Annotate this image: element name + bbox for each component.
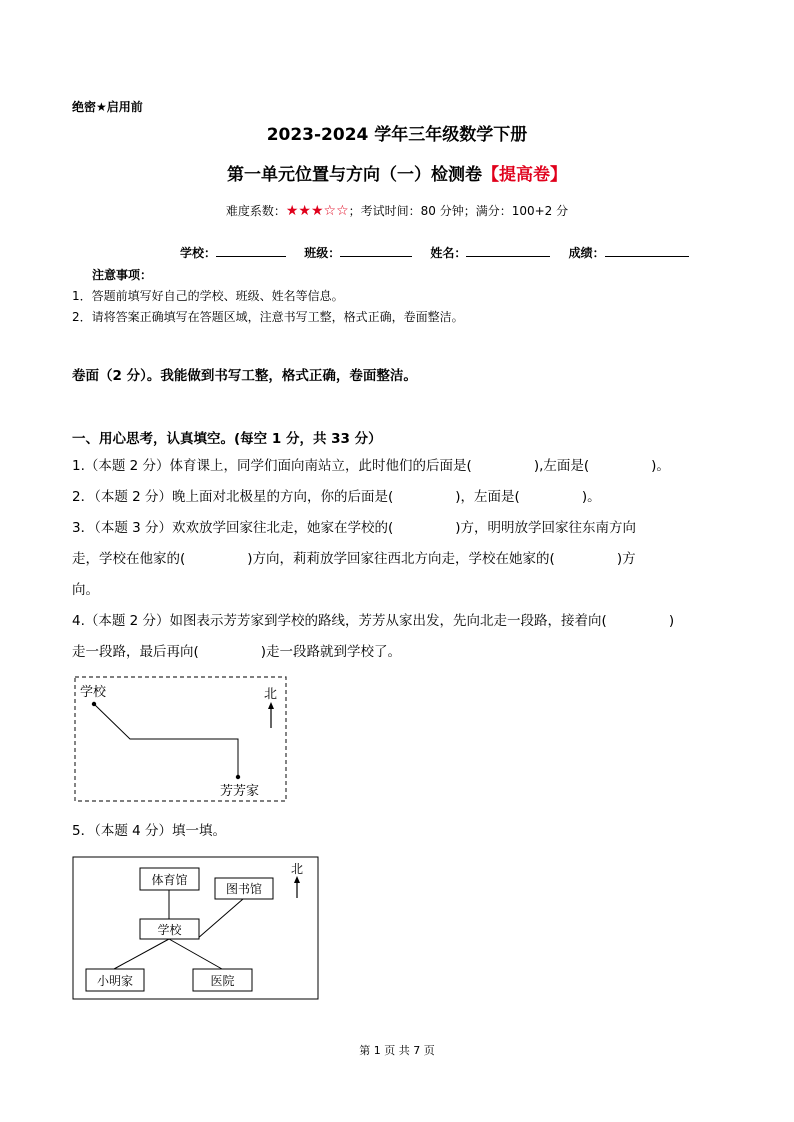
class-field: 班级： xyxy=(304,244,412,261)
question-3: 3．（本题 3 分）欢欢放学回家往北走，她家在学校的( )方，明明放学回家往东南方向 走，学校在他家的( )方向，莉莉放学回家往西北方向走，学校在她家的( )方 向。 xyxy=(72,520,637,598)
question-1: 1.（本题 2 分）体育课上，同学们面向南站立，此时他们的后面是( ),左面是( )。 xyxy=(72,458,670,474)
link-school-hospital xyxy=(169,939,222,969)
notice-title: 注意事项： xyxy=(92,268,153,282)
exam-title-line1: 2023-2024 学年三年级数学下册 xyxy=(266,125,528,145)
class-input-line[interactable] xyxy=(340,244,412,257)
notice-item-1: 1．答题前填写好自己的学校、班级、姓名等信息。 xyxy=(72,289,344,303)
xiaoming-home-label: 小明家 xyxy=(96,974,134,988)
question-4: 4.（本题 2 分）如图表示芳芳家到学校的路线，芳芳从家出发，先向北走一段路，接着向( ) 走一段路，最后再向( )走一段路就到学校了。 xyxy=(72,613,675,660)
name-field: 姓名： xyxy=(430,244,550,261)
exam-time-score: ；考试时间：80 分钟；满分：100+2 分 xyxy=(348,204,569,218)
route-diagram xyxy=(74,676,288,804)
hospital-label: 医院 xyxy=(210,974,235,988)
question-5: 5．（本题 4 分）填一填。 xyxy=(72,823,227,839)
section1-title: 一、用心思考，认真填空。(每空 1 分，共 33 分） xyxy=(72,431,382,447)
neatness-statement: 卷面（2 分）。我能做到书写工整，格式正确，卷面整洁。 xyxy=(72,368,417,384)
exam-meta xyxy=(0,202,794,219)
school-point xyxy=(92,702,96,706)
exam-title-line2 xyxy=(0,160,794,185)
school-label: 学校 xyxy=(80,685,107,700)
difficulty-stars xyxy=(286,203,349,219)
route-path xyxy=(94,704,238,777)
school-field: 学校： xyxy=(180,244,286,261)
north-arrowhead-icon xyxy=(268,702,274,709)
notice-item-2: 2．请将答案正确填写在答题区域，注意书写工整，格式正确，卷面整洁。 xyxy=(72,310,464,324)
map-north-label: 北 xyxy=(291,862,304,876)
star-empty-icon: ☆☆ xyxy=(323,203,349,219)
school-input-line[interactable] xyxy=(216,244,286,257)
link-school-library xyxy=(197,899,243,939)
star-filled-icon: ★★★ xyxy=(285,203,324,219)
link-school-home xyxy=(114,939,169,969)
score-input-line[interactable] xyxy=(605,244,689,257)
home-label: 芳芳家 xyxy=(220,784,260,799)
exam-title-main: 第一单元位置与方向（一）检测卷 xyxy=(227,165,482,185)
library-label: 图书馆 xyxy=(225,882,263,896)
home-point xyxy=(236,775,240,779)
north-label: 北 xyxy=(264,687,278,702)
stadium-label: 体育馆 xyxy=(151,873,188,887)
school-map-diagram xyxy=(72,856,320,1001)
question-2: 2．（本题 2 分）晚上面对北极星的方向，你的后面是( )，左面是( )。 xyxy=(72,489,601,505)
exam-title-tag: 【提高卷】 xyxy=(482,165,567,185)
confidential-mark: 绝密★启用前 xyxy=(72,100,143,114)
page-footer: 第 1 页 共 7 页 xyxy=(359,1044,435,1057)
difficulty-label: 难度系数： xyxy=(225,204,286,218)
map-north-arrowhead-icon xyxy=(294,876,300,883)
name-input-line[interactable] xyxy=(466,244,550,257)
school-map-label: 学校 xyxy=(157,923,182,937)
score-field: 成绩： xyxy=(569,244,689,261)
student-info-fields xyxy=(180,244,703,261)
